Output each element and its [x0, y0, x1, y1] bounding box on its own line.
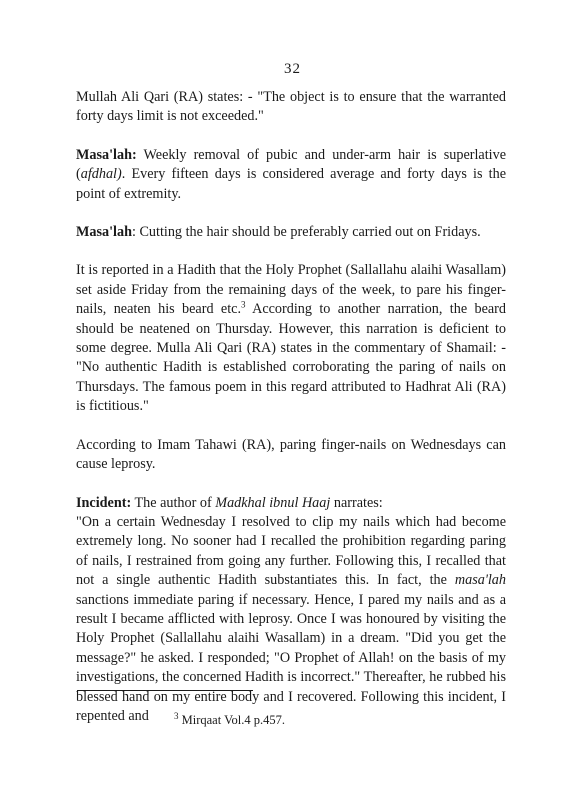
paragraph-text: The author of [131, 494, 216, 511]
paragraph-hadith-friday [76, 261, 506, 416]
paragraph-mullah-ali-qari: Mullah Ali Qari (RA) states: - "The object is to ensure that the warranted forty days limit is not exceeded." [76, 89, 506, 125]
paragraph-text: According to another narration, the beard should be neatened on Thursday. However, this narration is deficient to some degree. Mulla Ali Qari (RA) states in the commentary of Shamail: - "No authentic Hadith is established corroborating the paring of nails on Thursdays. The famous poem in this regard attributed to Hadhrat Ali (RA) is fictitious." [76, 301, 506, 415]
masalah-heading: Masa'lah: [76, 146, 137, 163]
paragraph-incident-narration [76, 513, 506, 726]
masalah-heading: Masa'lah [76, 224, 132, 241]
term-masalah: masa'lah [454, 572, 506, 589]
paragraph-incident-intro [76, 494, 506, 513]
incident-heading: Incident: [76, 494, 132, 511]
paragraph-masalah-fridays [76, 223, 506, 242]
paragraph-text: . Every fifteen days is considered average and forty days is the point of extremity. [76, 166, 506, 202]
paragraph-imam-tahawi: According to Imam Tahawi (RA), paring finger-nails on Wednesdays can cause leprosy. [76, 436, 506, 473]
body-text [76, 88, 506, 726]
paragraph-text: narrates: [330, 494, 383, 511]
footnote-reference: 3 [241, 299, 246, 310]
paragraph-text: sanctions immediate paring if necessary. Hence, I pared my nails and as a result I became afflicted with leprosy. Once I was honoured by visiting the Holy Prophet (Sallallahu alaihi Wasallam) in a dream. "Did you get the message?" he asked. I responded; "O Prophet of Allah! on the basis of my investigations, the concerned Hadith is incorrect." Thereafter, he rubbed his blessed hand on my entire body and I recovered. Following this incident, I repented and [76, 591, 506, 724]
footnote [174, 712, 285, 728]
book-title: Madkhal ibnul Haaj [215, 494, 331, 511]
paragraph-text: : Cutting the hair should be preferably carried out on Fridays. [131, 224, 481, 241]
page-number: 32 [284, 61, 301, 77]
footnote-text: Mirqaat Vol.4 p.457. [178, 713, 285, 727]
paragraph-text: It is reported in a Hadith that the Holy Prophet (Sallallahu alaihi Wasallam) set aside Friday from the remaining days of the week, to pare his finger-nails, neaten his beard etc. [76, 262, 506, 318]
paragraph-text: "On a certain Wednesday I resolved to clip my nails which had become extremely long. No sooner had I recalled the prohibition regarding paring of nails, I restrained from going any further. Following this, I recalled that not a single authentic Hadith substantiates this. In fact, the [76, 513, 506, 589]
footnote-marker: 3 [174, 710, 179, 721]
footnote-divider [77, 690, 253, 691]
paragraph-masalah-hair-removal [76, 146, 506, 204]
paragraph-text: Weekly removal of pubic and under-arm hair is superlative ( [76, 146, 506, 183]
term-afdhal: afdhal) [80, 166, 122, 183]
